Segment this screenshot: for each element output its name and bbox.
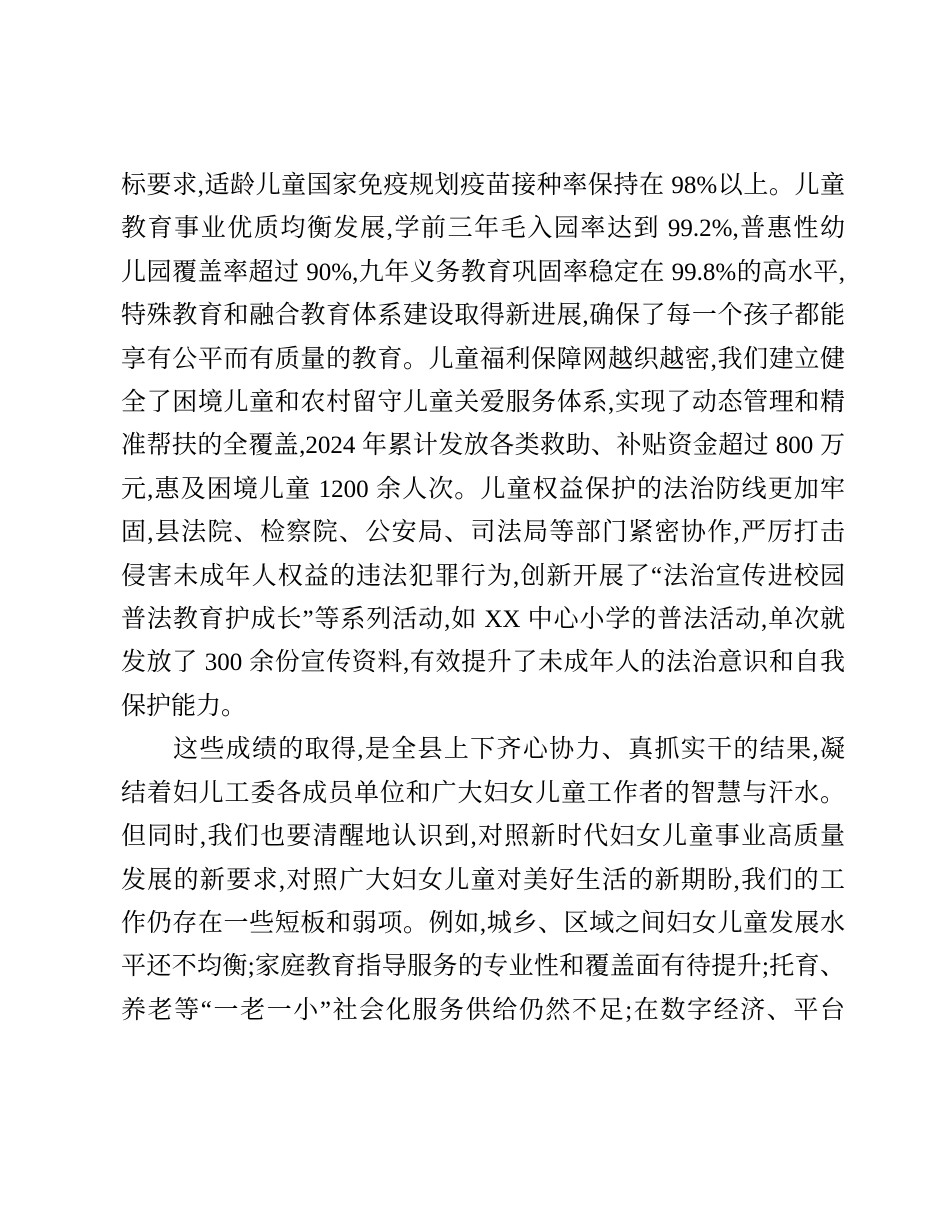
text-line: 标要求,适龄儿童国家免疫规划疫苗接种率保持在 98%以上。儿童 (121, 172, 845, 199)
text-line: 准帮扶的全覆盖,2024 年累计发放各类救助、补贴资金超过 800 万 (121, 432, 845, 460)
text-line: 儿园覆盖率超过 90%,九年义务教育巩固率稳定在 99.8%的高水平, (121, 258, 845, 286)
text-line: 侵害未成年人权益的违法犯罪行为,创新开展了“法治宣传进校园 (121, 562, 845, 590)
text-line: 但同时,我们也要清醒地认识到,对照新时代妇女儿童事业高质量 (121, 823, 845, 851)
text-line: 元,惠及困境儿童 1200 余人次。儿童权益保护的法治防线更加牢 (121, 475, 845, 503)
text-line: 养老等“一老一小”社会化服务供给仍然不足;在数字经济、平台 (121, 996, 845, 1024)
text-line: 普法教育护成长”等系列活动,如 XX 中心小学的普法活动,单次就 (121, 606, 845, 634)
document-body (121, 164, 845, 1032)
text-line: 作仍存在一些短板和弱项。例如,城乡、区域之间妇女儿童发展水 (121, 909, 845, 937)
text-line: 保护能力。 (121, 692, 247, 720)
text-line: 结着妇儿工委各成员单位和广大妇女儿童工作者的智慧与汗水。 (121, 779, 845, 807)
text-line: 发放了 300 余份宣传资料,有效提升了未成年人的法治意识和自我 (121, 649, 845, 677)
text-line: 平还不均衡;家庭教育指导服务的专业性和覆盖面有待提升;托育、 (121, 953, 845, 981)
text-line: 发展的新要求,对照广大妇女儿童对美好生活的新期盼,我们的工 (121, 866, 845, 894)
text-line: 固,县法院、检察院、公安局、司法局等部门紧密协作,严厉打击 (121, 519, 845, 547)
text-line: 这些成绩的取得,是全县上下齐心协力、真抓实干的结果,凝 (173, 736, 845, 764)
text-line: 教育事业优质均衡发展,学前三年毛入园率达到 99.2%,普惠性幼 (121, 215, 845, 243)
text-line: 享有公平而有质量的教育。儿童福利保障网越织越密,我们建立健 (121, 345, 845, 373)
text-line: 特殊教育和融合教育体系建设取得新进展,确保了每一个孩子都能 (121, 302, 845, 330)
text-line: 全了困境儿童和农村留守儿童关爱服务体系,实现了动态管理和精 (121, 389, 845, 417)
